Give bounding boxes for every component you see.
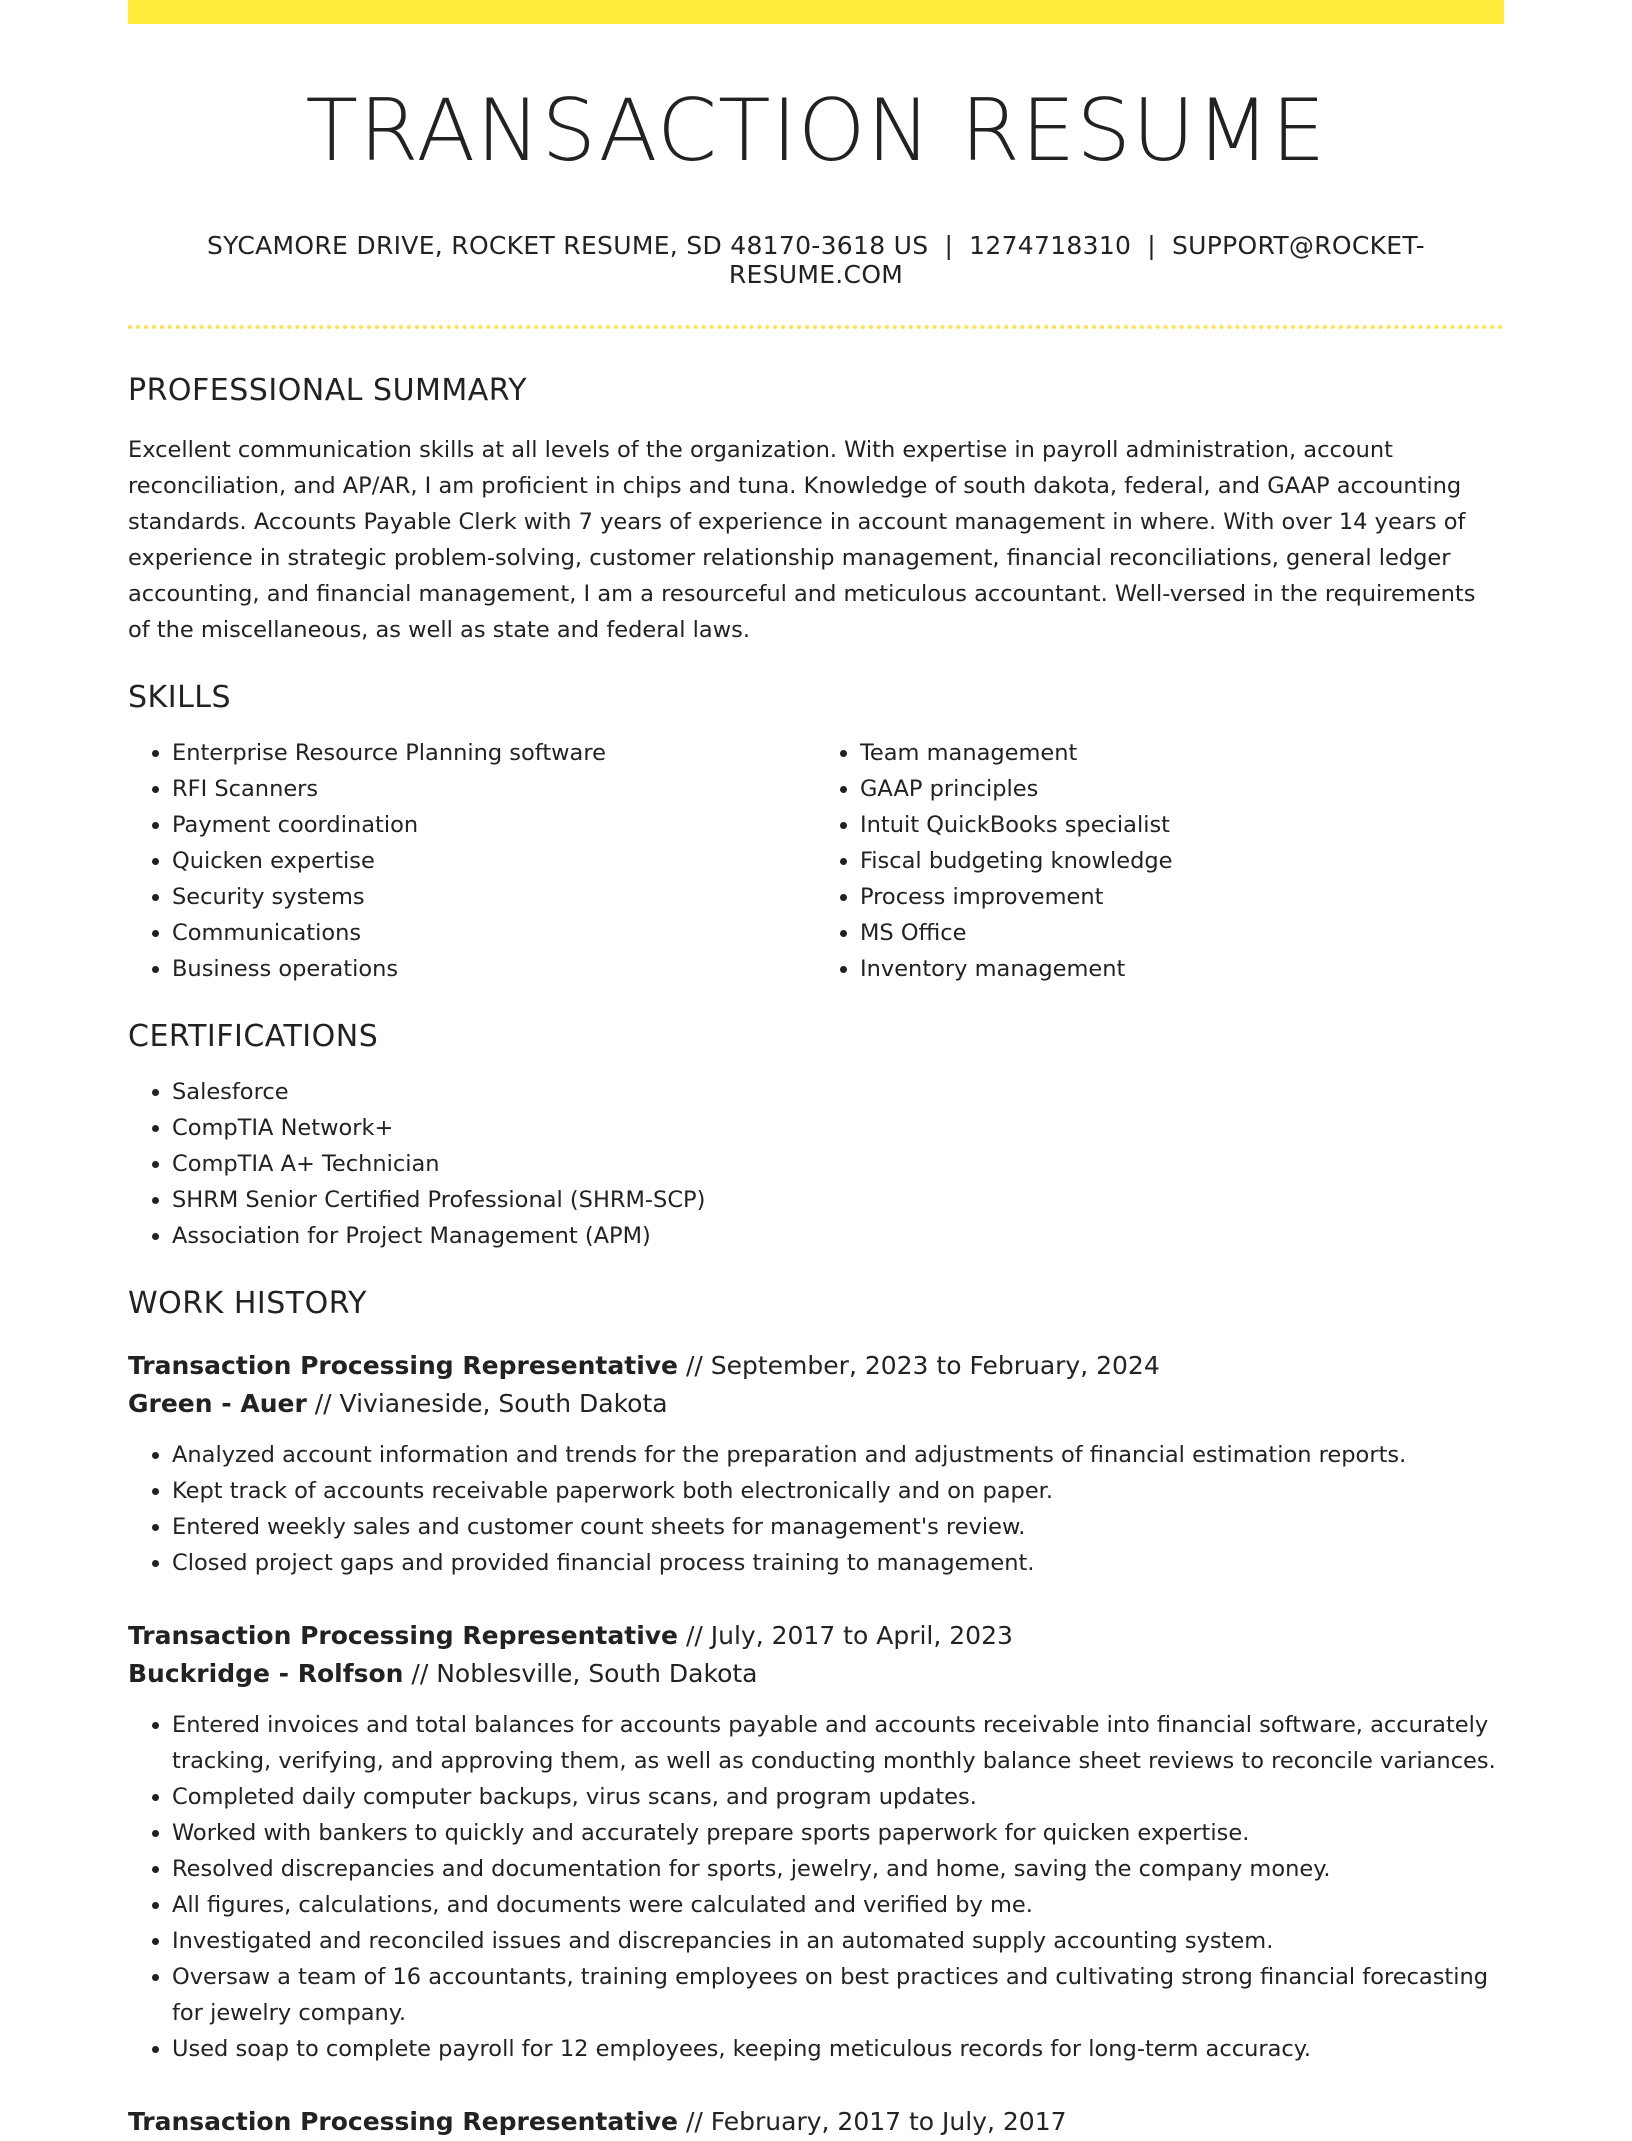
- job-bullet: • Used soap to complete payroll for 12 employees, keeping meticulous records for long-term accuracy.: [172, 2031, 1504, 2067]
- skill-item: • Security systems: [172, 879, 816, 915]
- contact-address: SYCAMORE DRIVE, ROCKET RESUME, SD 48170-3618 US: [207, 230, 929, 260]
- skill-item: • RFI Scanners: [172, 771, 816, 807]
- job-dates: // September, 2023 to February, 2024: [678, 1350, 1160, 1380]
- skills-list-left: [128, 735, 816, 987]
- job-entry: [128, 1617, 1504, 2067]
- job-title: Transaction Processing Representative: [128, 2106, 679, 2136]
- job-title-line: [128, 2103, 1504, 2141]
- job-bullet: • Oversaw a team of 16 accountants, training employees on best practices and cultivating strong financial forecasting for jewelry company.: [172, 1959, 1504, 2031]
- contact-separator: |: [944, 230, 954, 260]
- certification-item: • CompTIA Network+: [172, 1110, 1504, 1146]
- skills-heading: SKILLS: [128, 679, 232, 715]
- job-entry: [128, 2103, 1504, 2141]
- job-entry: [128, 1347, 1504, 1581]
- certification-item: • Salesforce: [172, 1074, 1504, 1110]
- contact-separator: |: [1147, 230, 1156, 260]
- job-bullet: • Worked with bankers to quickly and accurately prepare sports paperwork for quicken expertise.: [172, 1815, 1504, 1851]
- job-bullet: • Entered invoices and total balances for accounts payable and accounts receivable into financial software, accurately tracking, verifying, and approving them, as well as conducting monthly balance sheet reviews to reconcile variances.: [172, 1707, 1504, 1779]
- dotted-divider: [128, 325, 1504, 329]
- skills-columns: [128, 735, 1504, 987]
- job-bullet: • Kept track of accounts receivable paperwork both electronically and on paper.: [172, 1473, 1504, 1509]
- skill-item: • Team management: [860, 735, 1504, 771]
- skill-item: • MS Office: [860, 915, 1504, 951]
- skill-item: • Enterprise Resource Planning software: [172, 735, 816, 771]
- job-bullet: • Investigated and reconciled issues and discrepancies in an automated supply accounting system.: [172, 1923, 1504, 1959]
- job-bullet: • Resolved discrepancies and documentation for sports, jewelry, and home, saving the company money.: [172, 1851, 1504, 1887]
- resume-page: [128, 0, 1504, 2141]
- certifications-list: [128, 1074, 1504, 1254]
- job-title-line: [128, 1347, 1504, 1385]
- resume-title: TRANSACTION RESUME: [305, 81, 1327, 181]
- skill-item: • Intuit QuickBooks specialist: [860, 807, 1504, 843]
- job-company: Green - Auer: [128, 1388, 307, 1418]
- skill-item: • Business operations: [172, 951, 816, 987]
- job-bullet: • Entered weekly sales and customer count sheets for management's review.: [172, 1509, 1504, 1545]
- certification-item: • CompTIA A+ Technician: [172, 1146, 1504, 1182]
- job-bullet: • Analyzed account information and trends for the preparation and adjustments of financial estimation reports.: [172, 1437, 1504, 1473]
- skill-item: • Inventory management: [860, 951, 1504, 987]
- job-dates: // July, 2017 to April, 2023: [678, 1620, 1013, 1650]
- accent-bar: [128, 0, 1504, 24]
- skill-item: • Communications: [172, 915, 816, 951]
- job-location: // Noblesville, South Dakota: [403, 1658, 758, 1688]
- job-company: Buckridge - Rolfson: [128, 1658, 404, 1688]
- work-history-heading: WORK HISTORY: [128, 1285, 367, 1321]
- contact-phone: 1274718310: [969, 230, 1132, 260]
- job-bullet: • Completed daily computer backups, virus scans, and program updates.: [172, 1779, 1504, 1815]
- job-bullet: • Closed project gaps and provided financial process training to management.: [172, 1545, 1504, 1581]
- skill-item: • Quicken expertise: [172, 843, 816, 879]
- job-bullet: • All figures, calculations, and documents were calculated and verified by me.: [172, 1887, 1504, 1923]
- summary-heading: PROFESSIONAL SUMMARY: [128, 372, 528, 408]
- job-title-line: [128, 1617, 1504, 1655]
- contact-email: SUPPORT@ROCKET-RESUME.COM: [728, 230, 1425, 289]
- job-company-line: [128, 1655, 1504, 1693]
- job-title: Transaction Processing Representative: [128, 1350, 679, 1380]
- job-company-line: [128, 1385, 1504, 1423]
- job-dates: // February, 2017 to July, 2017: [678, 2106, 1067, 2136]
- skill-item: • Fiscal budgeting knowledge: [860, 843, 1504, 879]
- contact-line: [128, 231, 1504, 289]
- skill-item: • Process improvement: [860, 879, 1504, 915]
- skills-list-right: [816, 735, 1504, 987]
- job-bullets: [128, 1437, 1504, 1581]
- certifications-heading: CERTIFICATIONS: [128, 1018, 379, 1054]
- skill-item: • Payment coordination: [172, 807, 816, 843]
- job-bullets: [128, 1707, 1504, 2067]
- summary-text: Excellent communication skills at all levels of the organization. With expertise in payroll administration, account reconciliation, and AP/AR, I am proficient in chips and tuna. Knowledge of south dakota, federal, and GAAP accounting standards. Accounts Payable Clerk with 7 years of experience in account management in where. With over 14 years of experience in strategic problem-solving, customer relationship management, financial reconciliations, general ledger accounting, and financial management, I am a resourceful and meticulous accountant. Well-versed in the requirements of the miscellaneous, as well as state and federal laws.: [128, 436, 1476, 643]
- job-title: Transaction Processing Representative: [128, 1620, 679, 1650]
- skill-item: • GAAP principles: [860, 771, 1504, 807]
- certification-item: • SHRM Senior Certified Professional (SHRM-SCP): [172, 1182, 1504, 1218]
- job-location: // Vivianeside, South Dakota: [306, 1388, 668, 1418]
- certification-item: • Association for Project Management (APM): [172, 1218, 1504, 1254]
